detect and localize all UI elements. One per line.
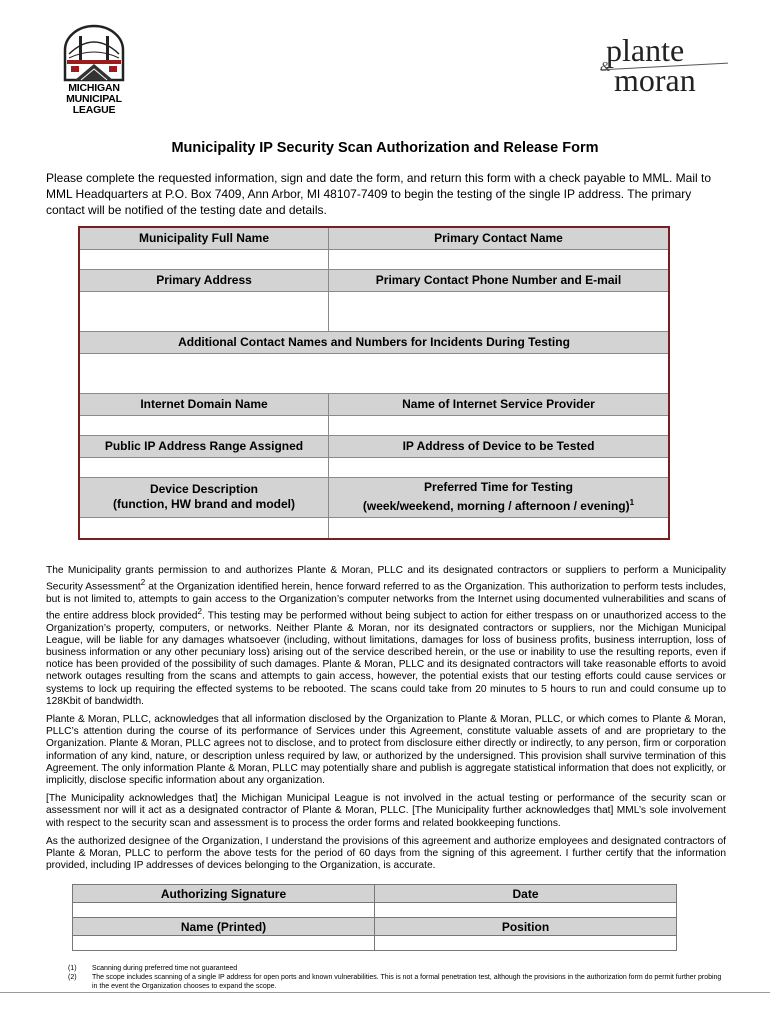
pm-logo-plante: plante bbox=[606, 32, 685, 68]
footnote-ref-2a: 2 bbox=[140, 578, 146, 588]
device-description-field[interactable] bbox=[79, 517, 328, 539]
name-printed-header: Name (Printed) bbox=[73, 918, 375, 936]
mml-logo bbox=[54, 24, 134, 116]
mml-logo-text bbox=[54, 83, 134, 116]
device-description-line2: (function, HW brand and model) bbox=[113, 497, 295, 511]
legal-p1-a: The Municipality grants permission to and authorizes Plante & Moran, PLLC and its designated contractors or suppliers to perform a Municipality Security Assessment bbox=[46, 565, 726, 593]
preferred-time-header bbox=[328, 477, 669, 517]
preferred-time-field[interactable] bbox=[328, 517, 669, 539]
ip-range-header: Public IP Address Range Assigned bbox=[79, 435, 328, 457]
municipality-name-header: Municipality Full Name bbox=[79, 227, 328, 249]
legal-paragraph-1 bbox=[46, 565, 726, 708]
primary-contact-field[interactable] bbox=[328, 249, 669, 269]
position-field[interactable] bbox=[375, 936, 677, 951]
device-ip-field[interactable] bbox=[328, 457, 669, 477]
contact-phone-email-header: Primary Contact Phone Number and E-mail bbox=[328, 269, 669, 291]
legal-p1-b: at the Organization identified herein, hence forward referred to as the Organization. This authorization to perform tests includes, but is not limited to, attempts to gain access to the Organization’s computer networks from the Internet using documented vulnerabilities and scans of the entire address block provided bbox=[46, 581, 726, 622]
primary-address-field[interactable] bbox=[79, 291, 328, 331]
primary-contact-header: Primary Contact Name bbox=[328, 227, 669, 249]
device-description-line1: Device Description bbox=[149, 482, 259, 496]
footnote-2-number: (2) bbox=[68, 974, 77, 981]
isp-header: Name of Internet Service Provider bbox=[328, 393, 669, 415]
footnote-ref-1: 1 bbox=[629, 498, 635, 507]
bottom-rule bbox=[0, 992, 770, 993]
additional-contacts-field[interactable] bbox=[79, 353, 669, 393]
footnote-ref-2b: 2 bbox=[197, 607, 202, 616]
contact-phone-email-field[interactable] bbox=[328, 291, 669, 331]
mml-logo-line2: MUNICIPAL bbox=[66, 93, 122, 105]
signature-table bbox=[72, 884, 677, 951]
legal-paragraph-2: Plante & Moran, PLLC, acknowledges that all information disclosed by the Organization to Plante & Moran, PLLC, or which comes to Plante & Moran, PLLC’s attention during the course of its performance of Services under this Agreement, constitute valuable assets of and are proprietary to the Organization. Plante & Moran, PLLC agrees not to disclose, and to protect from disclosure either directly or indirectly, to any person, firm or corporation information of any kind, nature, or description unless required by law, or authorized by the undersigned. This provision shall survive termination of this Agreement. The only information Plante & Moran, PLLC may potentially share and publish is aggregate statistical information that does not explicitly, or implicitly, disclose specific information about any organization. bbox=[46, 714, 726, 787]
preferred-time-line1: Preferred Time for Testing bbox=[424, 480, 573, 494]
preferred-time-line2-text: (week/weekend, morning / afternoon / evening) bbox=[362, 499, 630, 513]
date-header: Date bbox=[375, 885, 677, 903]
device-ip-header: IP Address of Device to be Tested bbox=[328, 435, 669, 457]
name-printed-field[interactable] bbox=[73, 936, 375, 951]
additional-contacts-header: Additional Contact Names and Numbers for Incidents During Testing bbox=[79, 331, 669, 353]
date-field[interactable] bbox=[375, 903, 677, 918]
device-description-header bbox=[79, 477, 328, 517]
legal-text bbox=[46, 565, 726, 878]
isp-field[interactable] bbox=[328, 415, 669, 435]
legal-p1-c: . This testing may be performed without being subject to action for either trespass on or unauthorized access to the Organization’s property, computers, or networks. Neither Plante & Moran, nor its designated contractors or suppliers, nor the Michigan Municipal League, will be liable for any damages whatsoever (including, without limitations, damages for loss of business profits, business interruption, loss of business information or any other pecuniary loss) arising out of the service described herein, or the use or inability to use the resulting reports, even if notice has been provided of the possibility of such damages. Plante & Moran, PLLC and its designated contractors will take reasonable efforts to avoid network outages resulting from the scans and attempts to gain access, however, the potential exists that our testing efforts could cause services or systems to lock up requiring the effected systems to be rebooted. The scans could take from 20 minutes to 5 hours to run and could consume up to 128Kbit of bandwidth. bbox=[46, 610, 726, 707]
legal-paragraph-3: [The Municipality acknowledges that] the Michigan Municipal League is not involved in the actual testing or performance of the security scan or assessment nor will it act as a designated contractor of Plante & Moran, PLLC. [The Municipality further acknowledges that] MML’s sole involvement with respect to the security scan and assessment is to process the order forms and related bookkeeping functions. bbox=[46, 793, 726, 829]
info-table bbox=[78, 226, 670, 540]
preferred-time-line2 bbox=[329, 495, 668, 514]
pm-logo-connector: & bbox=[600, 60, 611, 75]
signature-header: Authorizing Signature bbox=[73, 885, 375, 903]
municipality-name-field[interactable] bbox=[79, 249, 328, 269]
primary-address-header: Primary Address bbox=[79, 269, 328, 291]
legal-paragraph-4: As the authorized designee of the Organization, I understand the provisions of this agreement and authorize employees and designated contractors of Plante & Moran, PLLC to perform the above tests for the period of 60 days from the signing of this agreement. I further certify that the information provided, including IP addresses of devices belonging to the Organization, is accurate. bbox=[46, 835, 726, 872]
mml-bridge-emblem-icon bbox=[61, 24, 127, 82]
footnote-2-text: The scope includes scanning of a single IP address for open ports and known vulnerabilities. This is not a formal penetration test, although the provisions in the authorization form do permit further probing in the event the Organization chooses to expand the scope. bbox=[92, 974, 722, 990]
position-header: Position bbox=[375, 918, 677, 936]
signature-field[interactable] bbox=[73, 903, 375, 918]
mml-logo-line1: MICHIGAN bbox=[68, 82, 120, 94]
footnote-1-text: Scanning during preferred time not guaranteed bbox=[92, 965, 238, 972]
ip-range-field[interactable] bbox=[79, 457, 328, 477]
footnote-1 bbox=[68, 964, 728, 973]
domain-name-header: Internet Domain Name bbox=[79, 393, 328, 415]
intro-text: Please complete the requested information, sign and date the form, and return this form with a check payable to MML. Mail to MML Headquarters at P.O. Box 7409, Ann Arbor, MI 48107-7409 to begin the testing of the single IP address. The primary contact will be notified of the testing date and details. bbox=[46, 171, 712, 217]
footnotes bbox=[68, 964, 728, 991]
form-title: Municipality IP Security Scan Authorization and Release Form bbox=[171, 140, 599, 156]
mml-logo-line3: LEAGUE bbox=[72, 104, 116, 116]
pm-logo-moran: moran bbox=[614, 62, 696, 98]
domain-name-field[interactable] bbox=[79, 415, 328, 435]
footnote-2 bbox=[68, 973, 728, 991]
footnote-1-number: (1) bbox=[68, 965, 77, 972]
plante-moran-logo bbox=[600, 34, 730, 104]
